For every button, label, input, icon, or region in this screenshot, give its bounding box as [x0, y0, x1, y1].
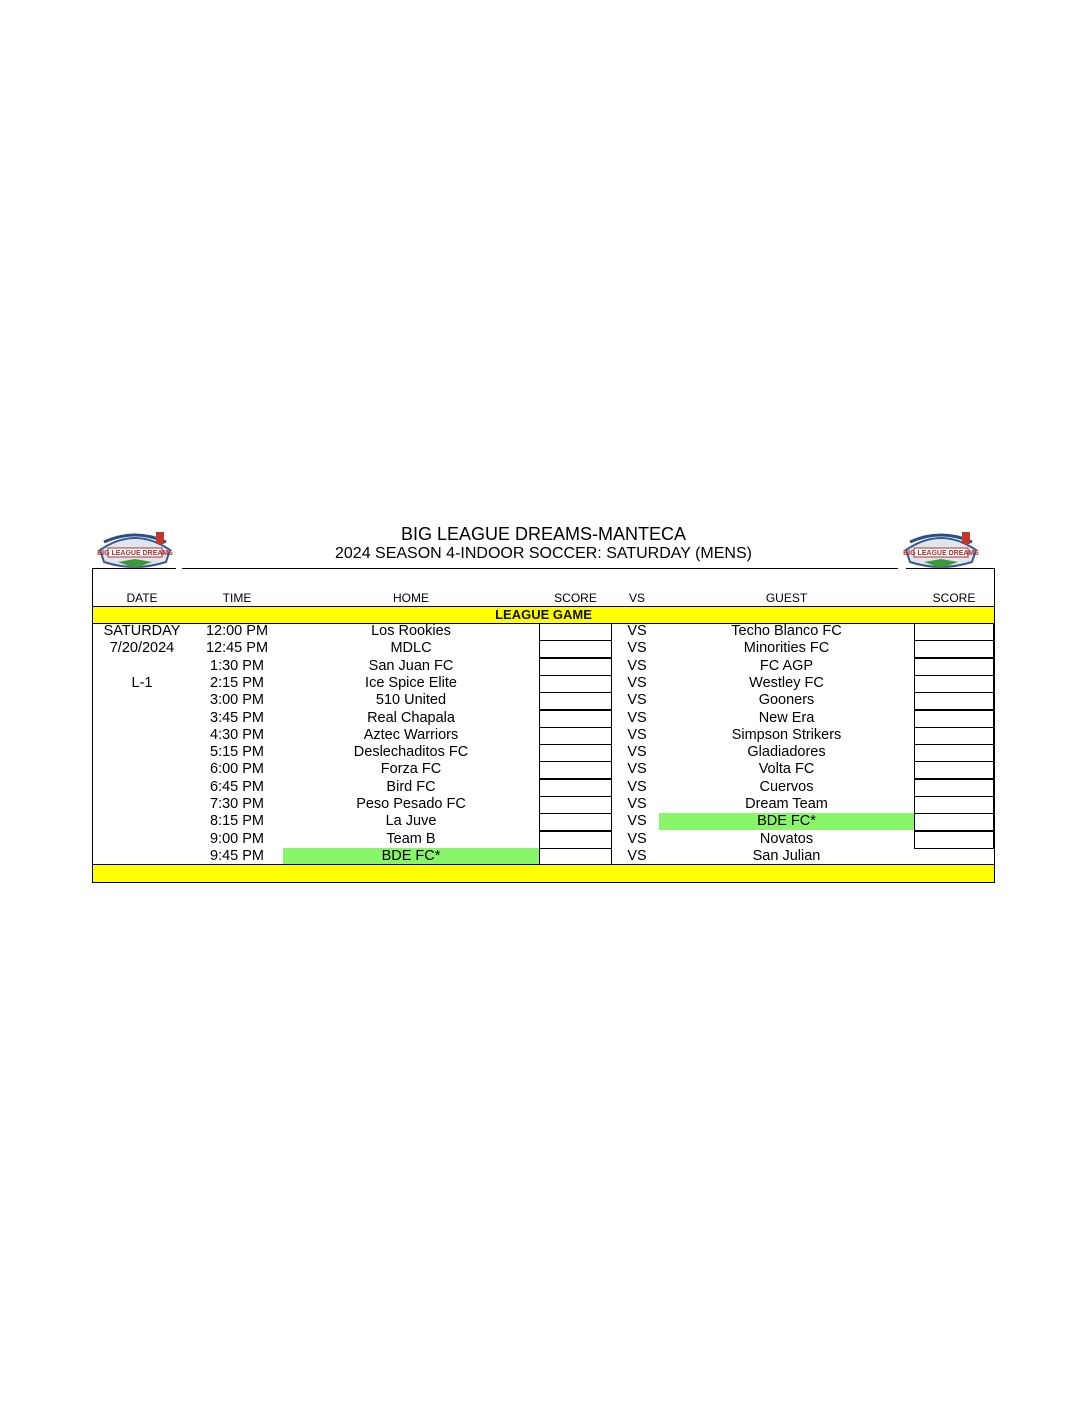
guest-score-box[interactable] [914, 623, 994, 641]
home-team-cell: Aztec Warriors [363, 726, 459, 743]
home-team-cell: Los Rookies [371, 623, 451, 639]
frame-top-left [92, 568, 176, 569]
table-row [92, 623, 995, 640]
home-team-cell: Forza FC [380, 761, 442, 778]
vs-label: VS [627, 796, 647, 812]
time-cell: 5:15 PM [210, 744, 264, 761]
col-header-home: HOME [393, 591, 429, 605]
date-cell: L-1 [131, 674, 153, 691]
guest-team-cell: Dream Team [745, 796, 828, 812]
guest-score-box[interactable] [914, 761, 994, 779]
home-team-cell: San Juan FC [368, 657, 454, 674]
table-row [92, 692, 995, 709]
time-cell: 12:45 PM [205, 640, 269, 657]
home-score-box[interactable] [539, 675, 612, 693]
page-title: BIG LEAGUE DREAMS-MANTECA [400, 524, 687, 544]
vs-label: VS [627, 813, 647, 830]
guest-team-cell: Volta FC [758, 761, 815, 778]
home-team-cell: Ice Spice Elite [365, 674, 457, 691]
home-score-box[interactable] [539, 658, 612, 676]
frame-top-middle [182, 568, 898, 569]
time-cell: 6:00 PM [210, 761, 264, 778]
vs-label: VS [627, 640, 647, 657]
vs-label: VS [627, 657, 647, 674]
vs-label: VS [627, 830, 647, 847]
guest-score-box[interactable] [914, 658, 994, 676]
guest-team-cell: Gladiadores [747, 744, 826, 761]
vs-label: VS [627, 726, 647, 743]
home-team-cell: La Juve [385, 813, 437, 830]
guest-score-box[interactable] [914, 779, 994, 797]
home-team-cell: 510 United [375, 692, 447, 709]
date-cell: 7/20/2024 [109, 640, 175, 657]
time-cell: 4:30 PM [210, 726, 264, 743]
table-row [92, 813, 995, 830]
vs-label: VS [627, 744, 647, 761]
guest-team-cell: Westley FC [749, 674, 824, 691]
col-header-vs: VS [628, 591, 645, 605]
guest-team-cell: San Julian [752, 847, 821, 864]
home-score-box[interactable] [539, 831, 612, 849]
date-cell: SATURDAY [103, 623, 181, 639]
vs-label: VS [627, 674, 647, 691]
col-header-time: TIME [222, 591, 252, 605]
home-score-box[interactable] [539, 796, 612, 814]
time-cell: 9:45 PM [210, 847, 264, 864]
col-header-home-score: SCORE [554, 591, 597, 605]
time-cell: 1:30 PM [210, 657, 264, 674]
time-cell: 8:15 PM [210, 813, 264, 830]
home-score-box[interactable] [539, 640, 612, 658]
schedule-sheet [92, 522, 995, 884]
guest-team-cell: Cuervos [759, 778, 814, 795]
time-cell: 9:00 PM [210, 830, 264, 847]
guest-score-box[interactable] [914, 813, 994, 831]
table-row [92, 831, 995, 848]
section-league-game: LEAGUE GAME [93, 606, 994, 624]
home-team-cell: Real Chapala [367, 709, 455, 726]
home-team-cell: Peso Pesado FC [356, 796, 466, 812]
time-cell: 7:30 PM [210, 796, 264, 812]
guest-team-cell: BDE FC* [659, 813, 914, 830]
vs-label: VS [627, 778, 647, 795]
home-team-cell: Bird FC [386, 778, 436, 795]
table-row [92, 848, 995, 865]
time-cell: 2:15 PM [210, 674, 264, 691]
vs-label: VS [627, 761, 647, 778]
guest-team-cell: Minorities FC [743, 640, 830, 657]
home-score-box[interactable] [539, 761, 612, 779]
page-subtitle: 2024 SEASON 4-INDOOR SOCCER: SATURDAY (MENS) [335, 545, 752, 562]
guest-team-cell: New Era [758, 709, 815, 726]
home-team-cell: MDLC [390, 640, 432, 657]
time-cell: 12:00 PM [205, 623, 269, 639]
table-row [92, 640, 995, 657]
guest-score-box[interactable] [914, 692, 994, 710]
guest-score-box[interactable] [914, 640, 994, 658]
time-cell: 3:45 PM [210, 709, 264, 726]
home-score-box[interactable] [539, 727, 612, 745]
col-header-guest: GUEST [765, 591, 808, 605]
guest-team-cell: Gooners [758, 692, 815, 709]
svg-text:BIG LEAGUE DREAMS: BIG LEAGUE DREAMS [97, 550, 173, 557]
home-team-cell: Deslechaditos FC [353, 744, 469, 761]
guest-score-box[interactable] [914, 831, 994, 849]
col-header-guest-score: SCORE [932, 591, 976, 605]
vs-label: VS [627, 692, 647, 709]
guest-score-box[interactable] [914, 675, 994, 693]
home-score-box[interactable] [539, 623, 612, 641]
table-row [92, 710, 995, 727]
guest-team-cell: Novatos [759, 830, 814, 847]
frame-top-right [906, 568, 995, 569]
time-cell: 3:00 PM [210, 692, 264, 709]
home-score-box[interactable] [539, 710, 612, 728]
guest-score-box[interactable] [914, 710, 994, 728]
home-team-cell: BDE FC* [283, 848, 539, 865]
time-cell: 6:45 PM [210, 778, 264, 795]
guest-score-box[interactable] [914, 796, 994, 814]
home-score-box[interactable] [539, 744, 612, 762]
table-row [92, 744, 995, 761]
table-row [92, 658, 995, 675]
table-row [92, 779, 995, 796]
vs-label: VS [627, 709, 647, 726]
table-row [92, 675, 995, 692]
table-row [92, 727, 995, 744]
vs-label: VS [627, 623, 647, 639]
guest-team-cell: Techo Blanco FC [731, 623, 842, 639]
home-score-box[interactable] [539, 779, 612, 797]
home-score-box[interactable] [539, 813, 612, 831]
col-header-date: DATE [126, 591, 158, 605]
guest-score-box[interactable] [914, 744, 994, 762]
guest-team-cell: Simpson Strikers [731, 726, 842, 743]
table-row [92, 761, 995, 778]
svg-text:BIG LEAGUE DREAMS: BIG LEAGUE DREAMS [903, 550, 979, 557]
table-row [92, 796, 995, 813]
home-team-cell: Team B [386, 830, 436, 847]
home-score-box[interactable] [539, 692, 612, 710]
footer-bar [93, 864, 994, 882]
guest-team-cell: FC AGP [759, 657, 814, 674]
guest-score-box[interactable] [914, 727, 994, 745]
vs-label: VS [627, 847, 647, 864]
